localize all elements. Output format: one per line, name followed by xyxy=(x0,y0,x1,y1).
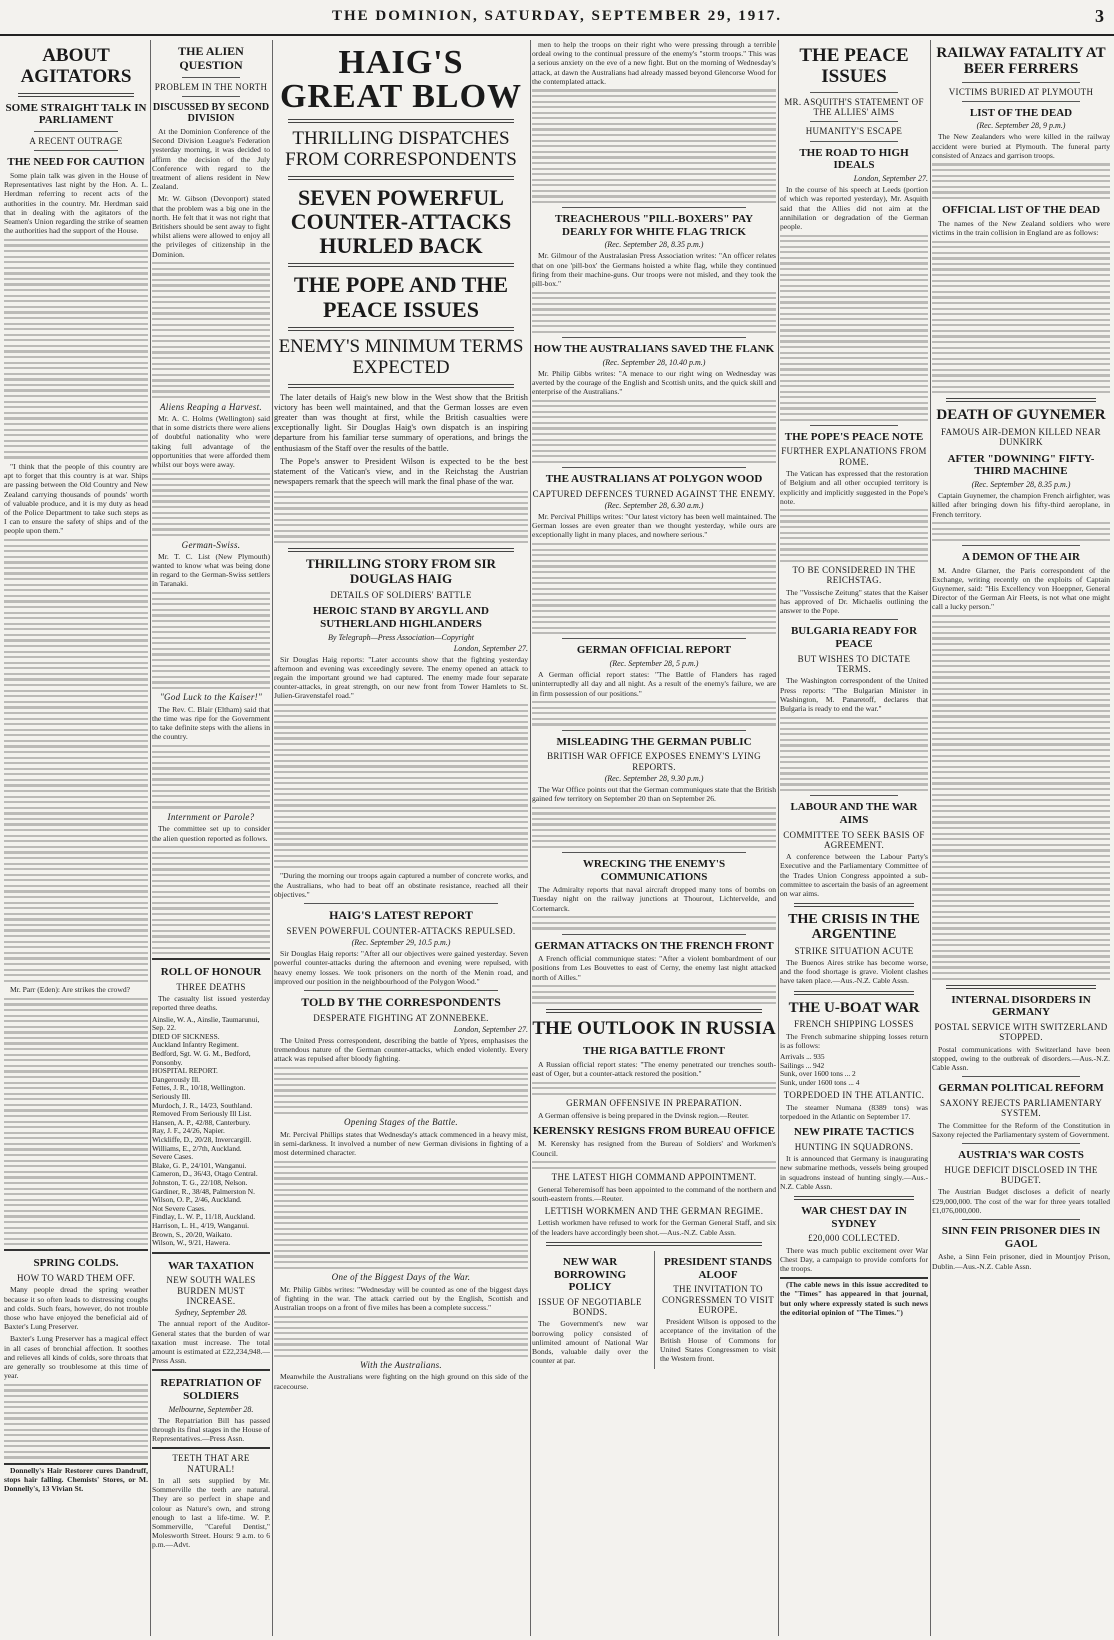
divider xyxy=(304,990,498,991)
latest-heading: HAIG'S LATEST REPORT xyxy=(329,907,473,922)
divider xyxy=(794,991,914,995)
column-6 xyxy=(932,40,1110,1636)
bulgaria-heading: BULGARIA READY FOR PEACE xyxy=(790,625,918,651)
list-item: DIED OF SICKNESS. xyxy=(152,1031,220,1041)
column-1 xyxy=(4,40,148,1636)
roll-subheading: THREE DEATHS xyxy=(176,981,246,992)
list-item: Williams, E., 2/7th, Auckland. xyxy=(152,1143,242,1153)
loan-subheading: ISSUE OF NEGOTIABLE BONDS. xyxy=(538,1296,642,1318)
article-paragraph: The New Zealanders who were killed in the railway accident were buried at Plymouth. The funeral party consisted of Anzacs and garrison troops. xyxy=(932,132,1110,160)
subhead: "God Luck to the Kaiser!" xyxy=(159,692,263,703)
disorders-subheading: POSTAL SERVICE WITH SWITZERLAND STOPPED. xyxy=(934,1022,1108,1043)
list-item: Arrivals ... 935 xyxy=(780,1052,825,1062)
column-rule xyxy=(778,40,779,1636)
article-paragraph: The Austrian Budget discloses a deficit of nearly £29,000,000. The cost of the war for three years totalled £1,076,000,000. xyxy=(932,1187,1110,1215)
guynemer-deck: AFTER "DOWNING" FIFTY-THIRD MACHINE xyxy=(947,452,1095,478)
headline-alien-question: THE ALIEN QUESTION xyxy=(178,44,244,72)
divider xyxy=(810,121,898,122)
divider xyxy=(288,263,514,267)
article-paragraph: The French submarine shipping losses return is as follows: xyxy=(780,1031,928,1050)
divider xyxy=(794,903,914,907)
column-2 xyxy=(152,40,270,1636)
lettish-heading: LETTISH WORKMEN AND THE GERMAN REGIME. xyxy=(544,1206,764,1217)
text-lines xyxy=(152,592,270,689)
bulgaria-subheading: BUT WISHES TO DICTATE TERMS. xyxy=(797,653,911,674)
list-item: Bedford, Sgt. W. G. M., Bedford, Ponsonby. xyxy=(152,1049,251,1067)
pirate-heading: NEW PIRATE TACTICS xyxy=(793,1126,915,1139)
text-lines xyxy=(274,491,528,543)
article-paragraph: At the Dominion Conference of the Second Division League's Federation yesterday morning, it was decided to affirm the decision of the July Conference with regard to the treatment of aliens resident in New Zealand. xyxy=(152,126,270,192)
article-paragraph: M. Andre Glarner, the Paris correspondent of the Exchange, writing recently on the exploits of Captain Guynemer, said: "His Excellency von Hoeppner, General Director of the German Air Fleets, is not what one might call a lucky person." xyxy=(932,565,1110,612)
riga-heading: THE RIGA BATTLE FRONT xyxy=(583,1045,725,1058)
divider xyxy=(288,176,514,180)
misleading-subheading: BRITISH WAR OFFICE EXPOSES ENEMY'S LYING REPORTS. xyxy=(547,751,761,772)
peace-issues-heading: THE PEACE ISSUES xyxy=(799,45,909,87)
text-lines xyxy=(532,89,776,203)
guynemer-heading: DEATH OF GUYNEMER xyxy=(936,407,1106,424)
article-paragraph: A conference between the Labour Party's Executive and the Parliamentary Committee of the Trades Union Congress appointed a sub-committee to ascertain the basis of an agreement on war aims. xyxy=(780,852,928,899)
labour-subheading: COMMITTEE TO SEEK BASIS OF AGREEMENT. xyxy=(783,829,925,850)
rep-heading: REPATRIATION OF SOLDIERS xyxy=(160,1377,262,1403)
divider xyxy=(288,119,514,123)
roll-heading: ROLL OF HONOUR xyxy=(160,966,262,979)
divider xyxy=(562,852,746,853)
column-3 xyxy=(274,40,528,1636)
times-note: (The cable news in this issue accredited to the "Times" has appeared in that journal, but only where expressly stated is such news the editorial opinion of "The Times.") xyxy=(780,1280,928,1317)
list-item: Dangerously Ill. xyxy=(152,1074,201,1084)
list-item: Wilson, O. P., 2/46, Auckland. xyxy=(152,1195,242,1205)
offensive-heading: GERMAN OFFENSIVE IN PREPARATION. xyxy=(566,1098,742,1109)
ad-heading: TEETH THAT ARE NATURAL! xyxy=(172,1453,250,1474)
divider xyxy=(962,545,1080,546)
ad-paragraph: In all sets supplied by Mr. Sommerville the teeth are natural. They are so perfect in shape and colour as Nature's own, and strong enough to last a life-time. W. P. Sommerville, "Careful Dentist," Molesworth Street. Hours: 9 a.m. to 6 p.m.—Advt. xyxy=(152,1475,270,1550)
text-lines xyxy=(780,235,928,421)
war-chest-subheading: £20,000 COLLECTED. xyxy=(808,1233,900,1244)
article-paragraph: Ashe, a Sinn Fein prisoner, died in Mountjoy Prison, Dublin.—Aus.-N.Z. Cable Assn. xyxy=(932,1252,1110,1271)
article-paragraph: The Committee for the Reform of the Constitution in Saxony rejected the Parliamentary system of Government. xyxy=(932,1120,1110,1139)
roll-of-honour xyxy=(152,958,270,1247)
divider xyxy=(810,795,898,796)
text-lines xyxy=(152,745,270,809)
divider xyxy=(962,82,1080,83)
tax-subheading: NEW SOUTH WALES BURDEN MUST INCREASE. xyxy=(166,1275,256,1307)
list-item: Fettes, J. R., 10/18, Wellington. xyxy=(152,1083,246,1093)
headline-about-agitators: ABOUT AGITATORS xyxy=(20,45,132,87)
divider xyxy=(288,327,514,331)
article-paragraph: Sir Douglas Haig reports: "After all our objectives were gained yesterday. Seven powerful counter-attacks during the afternoon and evening were repulsed, with heavy enemy losses. We took prisoners on the north of the Menin road, and improved our position in the neighbourhood of the Polygon Wood." xyxy=(274,949,528,986)
repatriation xyxy=(152,1369,270,1443)
list-item: Auckland Infantry Regiment. xyxy=(152,1040,239,1050)
russia-heading: THE OUTLOOK IN RUSSIA xyxy=(532,1018,776,1040)
divider xyxy=(810,425,898,426)
list-item: Findlay, L. W. P., 11/18, Auckland. xyxy=(152,1212,256,1222)
article-paragraph: A German official report states: "The Battle of Flanders has raged uninterruptedly all day and all night. As a result of the enemy's failure, we are in firm possession of our positions." xyxy=(532,670,776,698)
article-paragraph: Some plain talk was given in the House of Representatives last night by the Hon. A. L. Herdman referring to recent acts of the authorities in the country. Mr. Herdman said that in dealing with the agitators of the Seamen's Union regarding the strike of seamen the authorities had the support of the House. xyxy=(4,171,148,236)
text-lines xyxy=(152,846,270,954)
pirate-subheading: HUNTING IN SQUADRONS. xyxy=(794,1141,914,1152)
loan-story xyxy=(532,1251,648,1369)
president-heading: PRESIDENT STANDS ALOOF xyxy=(663,1255,773,1281)
article-paragraph: "I think that the people of this country are apt to forget that this country is at war. Ships are passing between the Old Country and New Zealand carrying thousands of pounds' worth of valuable produce, and it is my duty as head of the Police Department to take such steps as I can to ensure the safety of ships and of the people upon them." xyxy=(4,461,148,536)
article-paragraph: In the course of his speech at Leeds (portion of which was reported yesterday), Mr. Asquith said that the Allies did not aim at the annihilation or degradation of the German people. xyxy=(780,185,928,231)
divider xyxy=(962,1143,1080,1144)
divider xyxy=(182,77,240,78)
headline-deck: THE POPE AND THE PEACE ISSUES xyxy=(293,272,509,322)
text-lines xyxy=(274,1067,528,1114)
disorders-heading: INTERNAL DISORDERS IN GERMANY xyxy=(951,993,1091,1019)
list-item: Harrison, L. H., 4/19, Wanganui. xyxy=(152,1220,249,1230)
text-lines xyxy=(932,522,1110,541)
deck: THE ROAD TO HIGH IDEALS xyxy=(799,146,909,172)
pillbox-heading: TREACHEROUS "PILL-BOXERS" PAY DEARLY FOR WHITE FLAG TRICK xyxy=(554,213,754,238)
article-paragraph: The annual report of the Auditor-General states that the burden of war taxation must increase. The total amount is estimated at £22,234,948.—Press Assn. xyxy=(152,1319,270,1366)
divider xyxy=(546,1009,762,1013)
article-paragraph: Mr. Parr (Eden): Are strikes the crowd? xyxy=(10,985,130,995)
divider xyxy=(34,150,118,151)
president-subheading: THE INVITATION TO CONGRESSMEN TO VISIT EUROPE. xyxy=(661,1284,775,1315)
polygon-heading: THE AUSTRALIANS AT POLYGON WOOD xyxy=(545,473,763,486)
divider xyxy=(562,638,746,639)
dateline: London, September 27. xyxy=(853,174,928,184)
deck: MR. ASQUITH'S STATEMENT OF THE ALLIES' AIMS xyxy=(784,96,924,118)
reichstag-heading: TO BE CONSIDERED IN THE REICHSTAG. xyxy=(792,565,916,586)
text-lines xyxy=(532,916,776,929)
text-lines xyxy=(532,701,776,726)
text-lines xyxy=(532,1082,776,1095)
latest-subheading: SEVEN POWERFUL COUNTER-ATTACKS REPULSED. xyxy=(286,925,516,936)
argentine-subheading: STRIKE SITUATION ACUTE xyxy=(794,945,914,956)
ad-paragraph: Baxter's Lung Preserver has a magical effect in all cases of bronchial affection. It soothes and relieves all kinds of colds, sore throats that are generally so troublesome at this time of year. xyxy=(4,1334,148,1381)
text-lines xyxy=(4,1384,148,1459)
article-paragraph: Sir Douglas Haig reports: "Later accounts show that the fighting yesterday afternoon and evening was exceedingly severe. The enemy opened an attack to regain the important ground we had captured. The enemy made four separate counter-attacks, in great strength, on our new front from Tower Hamlets to St. Julien-Gravenstafel road." xyxy=(274,654,528,701)
column-4 xyxy=(532,40,776,1636)
summary-paragraph: The later details of Haig's new blow in the West show that the British victory has been well maintained, and that the German losses are even greater than was thought at first, while the British casualties were exceptionally light. Sir Douglas Haig's own dispatch is an inspiring departure from his familiar terse summary of operations, and brings the enthusiasm of the Staff over the results of the battle. xyxy=(274,392,528,453)
list-item: Johnston, T. G., 22/108, Nelson. xyxy=(152,1177,248,1187)
article-paragraph: The Admiralty reports that naval aircraft dropped many tons of bombs on Tuesday night on the railway junctions at Thourout, Lichtervelde, and Cortemarck. xyxy=(532,885,776,913)
polygon-subheading: CAPTURED DEFENCES TURNED AGAINST THE ENEMY. xyxy=(532,488,776,499)
austria-heading: AUSTRIA'S WAR COSTS xyxy=(958,1149,1084,1162)
tax-heading: WAR TAXATION xyxy=(168,1259,254,1272)
subhead: Internment or Parole? xyxy=(167,811,255,822)
article-paragraph: The names of the New Zealand soldiers who were victims in the train collision in England are as follows: xyxy=(932,218,1110,237)
list-item: Ainslie, W. A., Ainslie, Taumarunui, Sep. 22. xyxy=(152,1014,260,1033)
president-story xyxy=(654,1251,776,1369)
roll-intro: The casualty list issued yesterday reported three deaths. xyxy=(152,994,270,1013)
divider xyxy=(810,92,898,93)
uboat-heading: THE U-BOAT WAR xyxy=(788,999,920,1016)
roll-list xyxy=(152,1016,270,1248)
official-list-heading: OFFICIAL LIST OF THE DEAD xyxy=(941,204,1101,217)
divider xyxy=(562,934,746,935)
flank-heading: HOW THE AUSTRALIANS SAVED THE FLANK xyxy=(533,342,775,355)
page-number: 3 xyxy=(1095,6,1104,26)
pope-heading: THE POPE'S PEACE NOTE xyxy=(784,430,924,443)
austria-subheading: HUGE DEFICIT DISCLOSED IN THE BUDGET. xyxy=(944,1164,1098,1186)
text-lines xyxy=(4,239,148,459)
list-item: Sailings ... 942 xyxy=(780,1060,825,1070)
high-command-heading: THE LATEST HIGH COMMAND APPOINTMENT. xyxy=(551,1172,757,1183)
received-line: (Rec. September 28, 8.35 p.m.) xyxy=(604,240,704,250)
subhead: Opening Stages of the Battle. xyxy=(344,1117,458,1128)
subhead: With the Australians. xyxy=(360,1360,442,1371)
divider xyxy=(946,398,1096,402)
divider xyxy=(18,93,134,97)
list-item: Removed From Seriously Ill List. xyxy=(152,1109,252,1119)
text-lines xyxy=(4,539,148,982)
text-lines xyxy=(4,998,148,1246)
torpedoed-heading: TORPEDOED IN THE ATLANTIC. xyxy=(783,1090,925,1101)
received-line: (Rec. September 28, 9 p.m.) xyxy=(976,121,1066,131)
list-item: Murdoch, J. R., 14/23, Southland. xyxy=(152,1100,253,1110)
column-5 xyxy=(780,40,928,1636)
article-paragraph: "During the morning our troops again captured a number of concrete works, and the Australians, who had to beat off an obstinate resistance, reached all their objectives." xyxy=(274,871,528,899)
kerensky-heading: KERENSKY RESIGNS FROM BUREAU OFFICE xyxy=(532,1124,776,1137)
divider xyxy=(546,1242,762,1246)
deck: SOME STRAIGHT TALK IN PARLIAMENT xyxy=(5,101,147,127)
guynemer-subheading: FAMOUS AIR-DEMON KILLED NEAR DUNKIRK xyxy=(941,427,1101,448)
article-paragraph: Mr. T. C. List (New Plymouth) wanted to know what was being done in regard to the German-Swiss settlers in Taranaki. xyxy=(152,551,270,589)
article-paragraph: Mr. W. Gibson (Devonport) stated that the problem was a big one in the north. He felt that it was not right that Britishers should be sent away to fight whilst aliens were allowed to enjoy all the privileges of citizenship in the Dominion. xyxy=(152,194,270,259)
list-item: Sunk, under 1600 tons ... 4 xyxy=(780,1077,860,1087)
text-lines xyxy=(152,262,270,398)
dateline: London, September 27. xyxy=(453,1025,528,1035)
summary-paragraph: The Pope's answer to President Wilson is expected to be the best statement of the Vatican's view, and in the Reichstag the Austrian newspapers remark that the speech will mark the final phase of the war. xyxy=(274,456,528,487)
divider xyxy=(794,1196,914,1200)
advertisement xyxy=(4,1249,148,1458)
shipping-table xyxy=(780,1053,928,1087)
divider xyxy=(562,730,746,731)
ad-donnelly: Donnelly's Hair Restorer cures Dandruff, stops hair falling. Chemists' Stores, or M. Donnelly's, 13 Vivian St. xyxy=(4,1465,148,1493)
sinn-fein-heading: SINN FEIN PRISONER DIES IN GAOL xyxy=(941,1225,1101,1250)
railway-heading: RAILWAY FATALITY AT BEER FERRERS xyxy=(936,45,1106,77)
text-lines xyxy=(274,704,528,868)
divider xyxy=(810,619,898,620)
text-lines xyxy=(532,985,776,1004)
german-official-heading: GERMAN OFFICIAL REPORT xyxy=(576,644,732,657)
story-subheading: DETAILS OF SOLDIERS' BATTLE xyxy=(330,589,472,600)
article-paragraph: The Vatican has expressed that the restoration of Belgium and all other occupied territory is explicitly and implicitly suggested in the Pope's note. xyxy=(780,469,928,506)
masthead xyxy=(0,0,1114,36)
divider xyxy=(562,467,746,468)
article-paragraph: General Teheremisoff has been appointed to the command of the northern and south-eastern fronts.—Reuter. xyxy=(532,1184,776,1203)
headline-deck: SEVEN POWERFUL COUNTER-ATTACKS HURLED BACK xyxy=(290,184,512,259)
article-paragraph: The Rev. C. Blair (Eltham) said that the time was ripe for the Government to take definite steps with the aliens in the country. xyxy=(152,704,270,742)
advertisement xyxy=(152,1447,270,1549)
deck: THE NEED FOR CAUTION xyxy=(7,156,145,169)
wrecking-heading: WRECKING THE ENEMY'S COMMUNICATIONS xyxy=(582,857,726,883)
labour-heading: LABOUR AND THE WAR AIMS xyxy=(790,801,918,826)
misleading-heading: MISLEADING THE GERMAN PUBLIC xyxy=(556,735,752,748)
loan-heading: NEW WAR BORROWING POLICY xyxy=(553,1255,627,1294)
article-paragraph: The Government's new war borrowing policy consisted of unlimited amount of National War Bonds, valuable daily over the counter at par. xyxy=(532,1319,648,1366)
list-item: Severe Cases. xyxy=(152,1152,194,1162)
railway-subheading: VICTIMS BURIED AT PLYMOUTH xyxy=(948,86,1094,97)
dateline: Sydney, September 28. xyxy=(175,1308,247,1318)
deck: PROBLEM IN THE NORTH xyxy=(154,81,268,92)
article-paragraph: It is announced that Germany is inaugurating new submarine methods, vessels being grouped in squadrons instead of hunting singly.—Aus.-N.Z. Cable Assn. xyxy=(780,1154,928,1191)
list-item: Sunk, over 1600 tons ... 2 xyxy=(780,1069,856,1079)
divider xyxy=(34,131,118,132)
received-line: (Rec. September 28, 5 p.m.) xyxy=(609,659,699,669)
article-paragraph: A French official communique states: "After a violent bombardment of our positions from Les Bouvettes to east of Cerny, the enemy last night attacked north of Ailles." xyxy=(532,954,776,982)
article-paragraph: Mr. Philip Gibbs writes: "Wednesday will be counted as one of the biggest days of fighting in the war. The attack carried out by the English, Scottish and Australian troops on a front of five miles has been a complete success." xyxy=(274,1284,528,1312)
text-lines xyxy=(932,163,1110,199)
article-paragraph: The War Office points out that the German communiques state that the British gained few territory on September 20 than on September 26. xyxy=(532,784,776,804)
article-paragraph: Captain Guynemer, the champion French airfighter, was killed after bringing down his fifty-third aeroplane, in French territory. xyxy=(932,491,1110,519)
story-deck: HEROIC STAND BY ARGYLL AND SUTHERLAND HIGHLANDERS xyxy=(312,605,490,630)
article-paragraph: The "Vossische Zeitung" states that the Kaiser has approved of Dr. Michaelis outlining the answer to the Pope. xyxy=(780,587,928,616)
article-paragraph: The Buenos Aires strike has become worse, and the food shortage is grave. Violent clashes have taken place.—Aus.-N.Z. Cable Assn. xyxy=(780,957,928,986)
deck: HUMANITY'S ESCAPE xyxy=(805,126,903,137)
divider xyxy=(304,903,498,904)
divider xyxy=(962,101,1080,102)
divider xyxy=(182,96,240,97)
ad-paragraph: Many people dread the spring weather because it so often leads to distressing coughs and colds. Such fears, however, do not trouble those who have enjoyed the beneficial aid of Baxter's Lung Preserver. xyxy=(4,1285,148,1332)
correspondents-heading: TOLD BY THE CORRESPONDENTS xyxy=(301,994,501,1009)
article-paragraph: There was much public excitement over War Chest Day, a campaign to provide comforts for the troops. xyxy=(780,1245,928,1274)
uboat-subheading: FRENCH SHIPPING LOSSES xyxy=(794,1019,914,1030)
text-lines xyxy=(532,292,776,333)
list-item: Wickliffe, D., 20/28, Invercargill. xyxy=(152,1134,252,1144)
received-line: (Rec. September 28, 10.40 p.m.) xyxy=(602,357,706,367)
text-lines xyxy=(532,807,776,848)
subhead: One of the Biggest Days of the War. xyxy=(331,1272,471,1283)
subhead: German-Swiss. xyxy=(181,539,241,550)
main-headline: HAIG'S GREAT BLOW xyxy=(279,44,523,115)
dateline: Melbourne, September 28. xyxy=(168,1404,254,1414)
argentine-heading: THE CRISIS IN THE ARGENTINE xyxy=(788,912,920,942)
article-paragraph: Mr. A. C. Holms (Wellington) said that in some districts there were aliens of doubtful nationality who were taking full advantage of the opportunities that were afforded them whilst our boys were away. xyxy=(152,413,270,469)
list-item: Blake, G. P., 24/101, Wanganui. xyxy=(152,1160,247,1170)
ad-heading: SPRING COLDS. xyxy=(33,1257,119,1270)
article-paragraph: men to help the troops on their right who were pressing through a terrible ordeal owing to the continual pressure of the enemy's "storm troops." This was a serious anxiety on the eve of a new fight. But on the morning of Wednesday's attack, at dawn the Australians had already massed beyond Glencorse Wood for the contemplated attack. xyxy=(532,40,776,86)
column-rule xyxy=(530,40,531,1636)
column-rule xyxy=(930,40,931,1636)
demon-heading: A DEMON OF THE AIR xyxy=(962,551,1080,564)
list-item: Cameron, D., 36/43, Otago Central. xyxy=(152,1169,258,1179)
correspondents-subheading: DESPERATE FIGHTING AT ZONNEBEKE. xyxy=(313,1012,489,1023)
article-paragraph: A Russian official report states: "The enemy penetrated our trenches south-east of Oger, but a counter-attack restored the position." xyxy=(532,1059,776,1078)
railway-subheading: LIST OF THE DEAD xyxy=(969,106,1073,119)
bottom-split xyxy=(532,1251,776,1369)
divider xyxy=(946,985,1096,989)
text-lines xyxy=(932,241,1110,394)
divider xyxy=(810,141,898,142)
received-line: (Rec. September 29, 10.5 p.m.) xyxy=(351,938,451,948)
article-paragraph: Mr. Gilmour of the Australasian Press Association writes: "An officer relates that on one 'pill-box' the Germans hoisted a white flag, while they continued firing from their machine-guns. Our troops were not misled, and they took the pill-box." xyxy=(532,251,776,289)
received-line: (Rec. September 28, 6.30 a.m.) xyxy=(604,501,704,511)
article-paragraph: Mr. Percival Phillips writes: "Our latest victory has been well maintained. The German losses are even greater than we thought yesterday, while ours are exceptionally light in many places, and nowhere serious." xyxy=(532,512,776,540)
french-front-heading: GERMAN ATTACKS ON THE FRENCH FRONT xyxy=(534,939,774,952)
dateline: London, September 27. xyxy=(453,643,528,653)
list-item: Seriously Ill. xyxy=(152,1092,191,1101)
deck: A RECENT OUTRAGE xyxy=(29,136,123,147)
list-item: Not Severe Cases. xyxy=(152,1203,206,1213)
column-rule xyxy=(150,40,151,1636)
article-paragraph: The steamer Numana (8389 tons) was torpedoed in the Atlantic on September 17. xyxy=(780,1102,928,1121)
text-lines xyxy=(532,400,776,464)
text-lines xyxy=(780,509,928,561)
divider xyxy=(962,1076,1080,1077)
deck: DISCUSSED BY SECOND DIVISION xyxy=(152,101,270,125)
list-item: Brown, S., 20/20, Waikato. xyxy=(152,1229,233,1239)
column-rule xyxy=(272,40,273,1636)
editorial-note xyxy=(780,1277,928,1317)
received-line: (Rec. September 28, 9.30 p.m.) xyxy=(604,773,704,783)
article-paragraph: The committee set up to consider the alien question reported as follows. xyxy=(152,824,270,843)
text-lines xyxy=(532,543,776,634)
masthead-title: THE DOMINION, SATURDAY, SEPTEMBER 29, 1917. xyxy=(331,8,783,24)
headline-deck: ENEMY'S MINIMUM TERMS EXPECTED xyxy=(278,335,524,378)
article-paragraph: M. Kerensky has resigned from the Bureau of Soldiers' and Workmen's Council. xyxy=(532,1139,776,1158)
list-item: Gardiner, R., 38/48, Palmerston N. xyxy=(152,1186,255,1196)
text-lines xyxy=(780,717,928,792)
text-lines xyxy=(932,615,1110,980)
advertisement xyxy=(4,1463,148,1494)
war-chest-heading: WAR CHEST DAY IN SYDNEY xyxy=(801,1204,907,1230)
divider xyxy=(962,1219,1080,1220)
list-item: HOSPITAL REPORT. xyxy=(152,1066,218,1076)
list-item: Ray, J. F., 24/26, Napier. xyxy=(152,1126,225,1136)
text-lines xyxy=(274,1161,528,1269)
text-lines xyxy=(152,473,270,537)
text-lines xyxy=(532,1161,776,1169)
war-taxation xyxy=(152,1252,270,1366)
reform-heading: GERMAN POLITICAL REFORM xyxy=(938,1082,1104,1095)
divider xyxy=(562,207,746,208)
article-paragraph: Postal communications with Switzerland have been stopped, owing to the outbreak of disorders.—Aus.-N.Z. Cable Assn. xyxy=(932,1044,1110,1073)
text-lines xyxy=(274,1316,528,1357)
byline: By Telegraph—Press Association—Copyright xyxy=(328,632,474,642)
list-item: Wilson, W., 9/21, Hawera. xyxy=(152,1238,231,1248)
reform-subheading: SAXONY REJECTS PARLIAMENTARY SYSTEM. xyxy=(939,1098,1103,1119)
subhead: Aliens Reaping a Harvest. xyxy=(160,401,262,412)
article-paragraph: Meanwhile the Australians were fighting on the high ground on this side of the racecourse. xyxy=(274,1372,528,1391)
article-paragraph: The Washington correspondent of the United Press reports: "The Bulgarian Minister in Washington, M. Panaretoff, declares that Bulgaria is ready to end the war." xyxy=(780,676,928,713)
article-paragraph: Lettish workmen have refused to work for the German General Staff, and six of the leaders have accordingly been shot.—Aus.-N.Z. Cable Assn. xyxy=(532,1218,776,1237)
headline-deck: THRILLING DISPATCHES FROM CORRESPONDENTS xyxy=(285,128,517,170)
story-heading: THRILLING STORY FROM SIR DOUGLAS HAIG xyxy=(306,556,496,587)
list-item: Hansen, A. P., 42/88, Canterbury. xyxy=(152,1117,251,1127)
received-line: (Rec. September 28, 8.35 p.m.) xyxy=(971,480,1071,490)
article-paragraph: Mr. Philip Gibbs writes: "A menace to our right wing on Wednesday was averted by the courage of the English and Scottish units, and the quick skill and enterprise of the Australians." xyxy=(532,368,776,396)
pope-subheading: FURTHER EXPLANATIONS FROM ROME. xyxy=(781,446,927,467)
article-paragraph: A German offensive is being prepared in the Dvinsk region.—Reuter. xyxy=(538,1110,749,1120)
divider xyxy=(288,384,514,388)
article-paragraph: The Repatriation Bill has passed through its final stages in the House of Representatives.—Press Assn. xyxy=(152,1415,270,1444)
divider xyxy=(562,337,746,338)
ad-subheading: HOW TO WARD THEM OFF. xyxy=(16,1273,135,1284)
article-paragraph: President Wilson is opposed to the acceptance of the invitation of the British House of Commons for United States Congressmen to visit the Western front. xyxy=(660,1317,776,1363)
article-paragraph: The United Press correspondent, describing the battle of Ypres, emphasises the tremendous nature of the German counter-attacks, which ended violently. Every attack was repulsed after bloody fighting. xyxy=(274,1036,528,1064)
article-paragraph: Mr. Percival Phillips states that Wednesday's attack commenced in a heavy mist, in semi-darkness. It involved a number of new German divisions in fighting of a most determined character. xyxy=(274,1129,528,1158)
divider xyxy=(288,548,514,552)
